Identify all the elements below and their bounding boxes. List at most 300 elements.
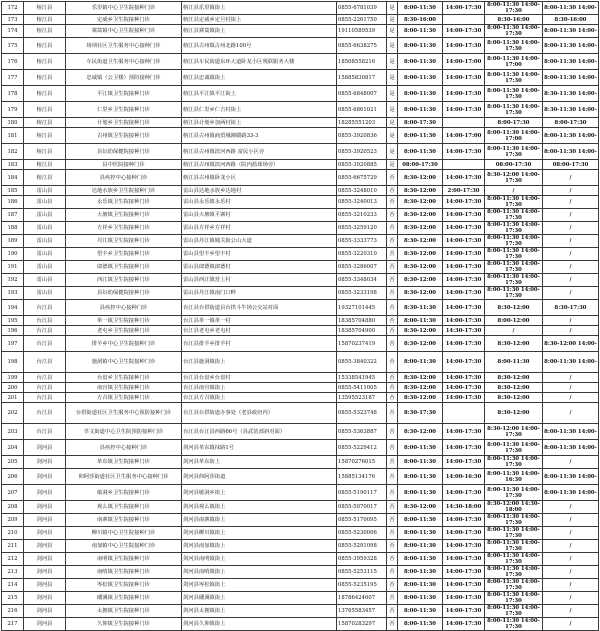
sunday-hours-cell: /: [543, 566, 599, 579]
sunday-hours-cell: /: [543, 261, 599, 274]
site-name-cell: 计划乡卫生院接种门诊: [66, 118, 182, 128]
site-name-cell: 南寨镇卫生院接种门诊: [66, 514, 182, 527]
phone-cell: 0855-3286007: [337, 261, 387, 274]
table-row: [2, 566, 599, 579]
weekday-am-cell: 8:00-11:30: [398, 540, 443, 553]
county-cell: 榕江县: [24, 15, 66, 25]
row-number: 177: [2, 70, 24, 86]
weekday-am-cell: 8:30-12:00: [398, 196, 443, 209]
table-row: [2, 118, 599, 128]
phone-cell: 0855-5170095: [337, 514, 387, 527]
saturday-hours-cell: 08:00-17:30: [485, 160, 543, 170]
table-row: [2, 128, 599, 144]
weekday-am-cell: 8:00-11:30: [398, 144, 443, 160]
sunday-hours-cell: /: [543, 248, 599, 261]
phone-cell: 0855-6638275: [337, 38, 387, 54]
weekend-flag-cell: 是: [387, 2, 398, 15]
phone-cell: 15885830817: [337, 70, 387, 86]
weekend-flag-cell: 否: [387, 170, 398, 186]
county-cell: 雷山县: [24, 287, 66, 300]
site-name-cell: 场坝社区卫生服务中心接种门诊: [66, 38, 182, 54]
saturday-hours-cell: /: [485, 326, 543, 336]
row-number: 197: [2, 336, 24, 352]
site-name-cell: 县妇幼保健院接种门诊: [66, 287, 182, 300]
weekend-flag-cell: 是: [387, 102, 398, 118]
site-name-cell: 台拱街道社区卫生服务中心预防接种门诊: [66, 403, 182, 424]
weekday-pm-cell: 14:00-16:30: [443, 469, 485, 485]
weekday-am-cell: 8:00-11:30: [398, 54, 443, 70]
site-name-cell: 县疾控中心接种门诊: [66, 170, 182, 186]
address-cell: 剑河县敏洞乡街上: [182, 485, 337, 501]
address-cell: 剑河县革东街上: [182, 456, 337, 469]
table-row: [2, 456, 599, 469]
weekday-pm-cell: 14:00-17:30: [443, 605, 485, 618]
address-cell: 榕江县计划乡加两村街上: [182, 118, 337, 128]
county-cell: 榕江县: [24, 86, 66, 102]
weekend-flag-cell: 否: [387, 456, 398, 469]
weekend-flag-cell: 否: [387, 287, 398, 300]
weekend-flag-cell: 否: [387, 393, 398, 403]
county-cell: 台江县: [24, 336, 66, 352]
phone-cell: 0855-3920885: [337, 160, 387, 170]
address-cell: 榕江县古州镇滨河西路 富民小区旁: [182, 144, 337, 160]
sunday-hours-cell: /: [543, 186, 599, 196]
row-number: 211: [2, 540, 24, 553]
saturday-hours-cell: 8:00-11:30 14:00-17:30: [485, 579, 543, 592]
weekday-am-cell: 8:00-11:30: [398, 579, 443, 592]
weekday-am-cell: 8:00-11:30: [398, 352, 443, 373]
address-cell: 剑河县磻溪镇街上: [182, 592, 337, 605]
weekday-am-cell: 8:00-17:30: [398, 118, 443, 128]
table-row: [2, 352, 599, 373]
county-cell: 台江县: [24, 393, 66, 403]
saturday-hours-cell: 8:00-11:30 14:00-17:30: [485, 235, 543, 248]
saturday-hours-cell: 8:00-11:30 14:00-17:30: [485, 553, 543, 566]
table-row: [2, 618, 599, 631]
weekday-pm-cell: 14:00-17:30: [443, 527, 485, 540]
site-name-cell: 望丰乡卫生院接种门诊: [66, 248, 182, 261]
phone-cell: 18285551203: [337, 118, 387, 128]
row-number: 210: [2, 527, 24, 540]
row-number: 205: [2, 456, 24, 469]
weekday-pm-cell: 14:00-17:30: [443, 456, 485, 469]
county-cell: 剑河县: [24, 605, 66, 618]
sunday-hours-cell: /: [543, 527, 599, 540]
saturday-hours-cell: 8:00-11:30 14:00-17:30: [485, 196, 543, 209]
weekend-flag-cell: 否: [387, 186, 398, 196]
sunday-hours-cell: 8:00-11:30 14:00-: [543, 25, 599, 38]
phone-cell: 18786424607: [337, 592, 387, 605]
site-name-cell: 车民街道卫生服务中心接种门诊: [66, 54, 182, 70]
weekend-flag-cell: 是: [387, 70, 398, 86]
weekday-am-cell: 8:30-12:00: [398, 235, 443, 248]
saturday-hours-cell: 8:00-11:30 14:00-17:30: [485, 261, 543, 274]
weekday-pm-cell: 14:00-17:30: [443, 196, 485, 209]
weekday-am-cell: 8:00-11:30: [398, 527, 443, 540]
row-number: 217: [2, 618, 24, 631]
saturday-hours-cell: 8:30-12:00: [485, 336, 543, 352]
table-row: [2, 248, 599, 261]
weekend-flag-cell: 是: [387, 38, 398, 54]
sunday-hours-cell: /: [543, 209, 599, 222]
weekday-pm-cell: [443, 403, 485, 424]
weekday-am-cell: 8:30-12:00: [398, 274, 443, 287]
site-name-cell: 丹江镇卫生院接种门诊: [66, 235, 182, 248]
saturday-hours-cell: 8:30-12:00: [485, 403, 543, 424]
county-cell: 榕江县: [24, 160, 66, 170]
saturday-hours-cell: 8:00-11:30 14:00-17:30: [485, 456, 543, 469]
weekend-flag-cell: 否: [387, 592, 398, 605]
table-row: [2, 527, 599, 540]
sunday-hours-cell: 8:30-17:30: [543, 300, 599, 316]
county-cell: 剑河县: [24, 592, 66, 605]
saturday-hours-cell: 8:30-12:00 14:00-17:30: [485, 170, 543, 186]
site-name-cell: 西江镇卫生院接种门诊: [66, 274, 182, 287]
weekday-pm-cell: 14:00-17:30: [443, 248, 485, 261]
address-cell: 雷山县郎德镇郎德村: [182, 261, 337, 274]
site-name-cell: 柳川镇中心卫生院接种门诊: [66, 527, 182, 540]
row-number: 207: [2, 485, 24, 501]
county-cell: 剑河县: [24, 456, 66, 469]
weekday-am-cell: 8:30-12:00: [398, 336, 443, 352]
sunday-hours-cell: /: [543, 222, 599, 235]
weekday-am-cell: 8:00-11:30: [398, 566, 443, 579]
weekday-am-cell: 8:30-12:00: [398, 248, 443, 261]
table-row: [2, 553, 599, 566]
row-number: 188: [2, 222, 24, 235]
sunday-hours-cell: /: [543, 540, 599, 553]
sunday-hours-cell: /: [543, 196, 599, 209]
address-cell: 榕江县定威乡定旦村街上: [182, 15, 337, 25]
phone-cell: 0855-2261750: [337, 15, 387, 25]
address-cell: 台江县排羊乡排羊村: [182, 336, 337, 352]
phone-cell: 0855-5230006: [337, 527, 387, 540]
address-cell: 榕江县古州镇卧龙小区: [182, 170, 337, 186]
phone-cell: 0855-3920523: [337, 144, 387, 160]
sunday-hours-cell: 8:00-11:30 14:00-: [543, 485, 599, 501]
saturday-hours-cell: 8:00-11:30 14:00-17:30: [485, 592, 543, 605]
weekday-am-cell: 8:00-11:30: [398, 102, 443, 118]
county-cell: 台江县: [24, 316, 66, 326]
sunday-hours-cell: /: [543, 274, 599, 287]
weekday-pm-cell: 14:00-17:30: [443, 393, 485, 403]
county-cell: 雷山县: [24, 186, 66, 196]
sunday-hours-cell: /: [543, 316, 599, 326]
table-row: [2, 144, 599, 160]
row-number: 202: [2, 403, 24, 424]
saturday-hours-cell: 8:00-11:30 14:00-17:30: [485, 527, 543, 540]
sunday-hours-cell: 8:00-11:30 14:00-: [543, 128, 599, 144]
phone-cell: 0855-3233198: [337, 287, 387, 300]
phone-cell: 15870237419: [337, 336, 387, 352]
weekday-pm-cell: 14:00-17:30: [443, 592, 485, 605]
county-cell: 榕江县: [24, 25, 66, 38]
weekday-am-cell: 8:30-12:00: [398, 222, 443, 235]
weekend-flag-cell: 否: [387, 424, 398, 440]
weekday-pm-cell: 14:00-17:30: [443, 2, 485, 15]
saturday-hours-cell: 8:00-11:30 14:00-17:30: [485, 222, 543, 235]
county-cell: 雷山县: [24, 209, 66, 222]
weekday-pm-cell: 14:00-17:30: [443, 485, 485, 501]
table-row: [2, 393, 599, 403]
address-cell: 榕江县古州镇古州北路100号: [182, 38, 337, 54]
weekday-pm-cell: 14:00-17:30: [443, 553, 485, 566]
row-number: 174: [2, 25, 24, 38]
table-row: [2, 336, 599, 352]
weekday-pm-cell: 14:00-17:30: [443, 336, 485, 352]
sunday-hours-cell: /: [543, 235, 599, 248]
weekday-am-cell: 8:00-11:30: [398, 485, 443, 501]
address-cell: 雷山县永乐镇永乐村: [182, 196, 337, 209]
row-number: 203: [2, 424, 24, 440]
weekday-pm-cell: 14:00-17:30: [443, 618, 485, 631]
county-cell: 榕江县: [24, 38, 66, 54]
address-cell: 雷山县望丰乡望丰村: [182, 248, 337, 261]
row-number: 186: [2, 196, 24, 209]
phone-cell: 0855-5235195: [337, 579, 387, 592]
site-name-cell: 仁里乡卫生院接种门诊: [66, 102, 182, 118]
site-rows: [2, 2, 599, 631]
table-row: [2, 300, 599, 316]
site-name-cell: 磻溪镇卫生院接种门诊: [66, 592, 182, 605]
row-number: 200: [2, 383, 24, 393]
address-cell: 榕江县寨蒿镇街上: [182, 25, 337, 38]
weekday-pm-cell: 14:00-17:30: [443, 261, 485, 274]
saturday-hours-cell: 8:30-12:00 14:30-18:00: [485, 501, 543, 514]
row-number: 176: [2, 54, 24, 70]
table-row: [2, 70, 599, 86]
phone-cell: 0855-3240013: [337, 196, 387, 209]
weekend-flag-cell: 否: [387, 274, 398, 287]
weekday-am-cell: 8:00-11:30: [398, 2, 443, 15]
row-number: 212: [2, 553, 24, 566]
weekday-am-cell: 8:30-12:00: [398, 186, 443, 196]
weekday-pm-cell: 14:00-17:30: [443, 287, 485, 300]
table-row: [2, 274, 599, 287]
saturday-hours-cell: 8:00-11:30 14:00-17:30: [485, 287, 543, 300]
weekend-flag-cell: 否: [387, 605, 398, 618]
county-cell: 榕江县: [24, 170, 66, 186]
weekday-am-cell: 8:00-11:30: [398, 440, 443, 456]
saturday-hours-cell: 8:30-12:00: [485, 393, 543, 403]
phone-cell: 0855-3259120: [337, 222, 387, 235]
weekend-flag-cell: 否: [387, 235, 398, 248]
site-name-cell: 永乐镇卫生院接种门诊: [66, 196, 182, 209]
weekday-pm-cell: 14:00-17:30: [443, 102, 485, 118]
county-cell: 台江县: [24, 326, 66, 336]
row-number: 208: [2, 501, 24, 514]
weekend-flag-cell: 否: [387, 579, 398, 592]
weekend-flag-cell: 否: [387, 501, 398, 514]
weekend-flag-cell: 否: [387, 514, 398, 527]
county-cell: 剑河县: [24, 514, 66, 527]
site-name-cell: 平江镇卫生院接种门诊: [66, 86, 182, 102]
weekday-pm-cell: 14:00-17:30: [443, 300, 485, 316]
site-name-cell: 仰阿莎街道社区卫生服务中心接种门诊: [66, 469, 182, 485]
address-cell: 雷山县达地水族乡达地村: [182, 186, 337, 196]
table-row: [2, 469, 599, 485]
table-row: [2, 170, 599, 186]
weekday-am-cell: 8:30-12:00: [398, 326, 443, 336]
address-cell: 剑河县久仰镇街上: [182, 618, 337, 631]
site-name-cell: 岑松镇卫生院接种门诊: [66, 579, 182, 592]
weekend-flag-cell: 否: [387, 248, 398, 261]
weekday-pm-cell: 14:00-17:30: [443, 316, 485, 326]
weekday-am-cell: 8:00-11:30: [398, 618, 443, 631]
row-number: 190: [2, 248, 24, 261]
weekday-am-cell: 8:30-12:00: [398, 393, 443, 403]
county-cell: 榕江县: [24, 2, 66, 15]
table-row: [2, 579, 599, 592]
weekend-flag-cell: 否: [387, 300, 398, 316]
sunday-hours-cell: 8:00-11:30 14:00-: [543, 352, 599, 373]
saturday-hours-cell: 8:00-11:30 14:00-16:30: [485, 469, 543, 485]
weekend-flag-cell: 否: [387, 383, 398, 393]
county-cell: 榕江县: [24, 54, 66, 70]
table-row: [2, 424, 599, 440]
saturday-hours-cell: 8:00-11:30 14:00-17:30: [485, 540, 543, 553]
weekday-pm-cell: 14:00-17:30: [443, 144, 485, 160]
phone-cell: 19110589539: [337, 25, 387, 38]
weekend-flag-cell: 是: [387, 86, 398, 102]
saturday-hours-cell: 8:00-17:30: [485, 118, 543, 128]
sunday-hours-cell: 8:00-11:30 14:00-: [543, 38, 599, 54]
weekday-am-cell: 8:00-11:30: [398, 128, 443, 144]
county-cell: 剑河县: [24, 553, 66, 566]
sunday-hours-cell: 8:30-11:30 14:00-: [543, 86, 599, 102]
weekday-pm-cell: 14:00-17:30: [443, 235, 485, 248]
row-number: 179: [2, 102, 24, 118]
table-row: [2, 38, 599, 54]
site-name-cell: 县中医院接种门诊: [66, 160, 182, 170]
weekend-flag-cell: 否: [387, 326, 398, 336]
county-cell: 台江县: [24, 352, 66, 373]
table-row: [2, 86, 599, 102]
weekday-pm-cell: 14:00-17:30: [443, 514, 485, 527]
weekend-flag-cell: 否: [387, 469, 398, 485]
phone-cell: 15338541945: [337, 373, 387, 383]
table-row: [2, 316, 599, 326]
weekday-am-cell: 8:30-12:00: [398, 424, 443, 440]
weekday-am-cell: 8:00-11:30: [398, 553, 443, 566]
county-cell: 台江县: [24, 403, 66, 424]
table-row: [2, 540, 599, 553]
weekday-am-cell: 8:30-12:00: [398, 170, 443, 186]
weekday-am-cell: 8:00-11:30: [398, 25, 443, 38]
row-number: 187: [2, 209, 24, 222]
phone-cell: 18385704900: [337, 326, 387, 336]
weekday-pm-cell: 14:00-17:30: [443, 440, 485, 456]
address-cell: 榕江县乐里镇街上: [182, 2, 337, 15]
sunday-hours-cell: /: [543, 403, 599, 424]
table-row: [2, 54, 599, 70]
county-cell: 剑河县: [24, 485, 66, 501]
row-number: 175: [2, 38, 24, 54]
weekday-am-cell: 8:00-11:30: [398, 456, 443, 469]
county-cell: 雷山县: [24, 235, 66, 248]
sunday-hours-cell: /: [543, 287, 599, 300]
weekday-am-cell: 8:30-12:00: [398, 383, 443, 393]
county-cell: 剑河县: [24, 440, 66, 456]
county-cell: 剑河县: [24, 527, 66, 540]
saturday-hours-cell: 8:00-11:30 14:00-17:30: [485, 274, 543, 287]
table-row: [2, 186, 599, 196]
weekday-pm-cell: 14:00-17:30: [443, 274, 485, 287]
site-name-cell: 古州镇卫生院接种门诊: [66, 128, 182, 144]
site-name-cell: 台盘乡卫生院接种门诊: [66, 373, 182, 383]
table-row: [2, 440, 599, 456]
address-cell: 榕江县忠诚镇街上: [182, 70, 337, 86]
address-cell: 榕江县平江镇平江街上: [182, 86, 337, 102]
sunday-hours-cell: 8:00-11:30 14:00-: [543, 424, 599, 440]
weekday-pm-cell: 14:00-17:30: [443, 170, 485, 186]
weekday-pm-cell: [443, 160, 485, 170]
saturday-hours-cell: 8:00-11:30 14:00-17:30: [485, 70, 543, 86]
saturday-hours-cell: 8:00-11:30 14:00-17:30: [485, 618, 543, 631]
phone-cell: 0855-5291098: [337, 540, 387, 553]
site-name-cell: 敏洞乡卫生院接种门诊: [66, 485, 182, 501]
site-name-cell: 大塘镇卫生院接种门诊: [66, 209, 182, 222]
row-number: 181: [2, 128, 24, 144]
county-cell: 台江县: [24, 424, 66, 440]
phone-cell: 18508558216: [337, 54, 387, 70]
site-name-cell: 南加镇中心卫生院接种门诊: [66, 540, 182, 553]
address-cell: 剑河县仰阿莎街道: [182, 469, 337, 485]
site-name-cell: 老屯乡卫生院接种门诊: [66, 326, 182, 336]
row-number: 193: [2, 287, 24, 300]
county-cell: 雷山县: [24, 248, 66, 261]
address-cell: 台江县台盘乡台盘村: [182, 373, 337, 383]
phone-cell: 15870276015: [337, 456, 387, 469]
weekend-flag-cell: 是: [387, 54, 398, 70]
weekday-pm-cell: 14:00-17:30: [443, 383, 485, 393]
row-number: 185: [2, 186, 24, 196]
table-row: [2, 383, 599, 393]
county-cell: 榕江县: [24, 128, 66, 144]
phone-cell: 0855-5323748: [337, 403, 387, 424]
site-name-cell: 南宫镇卫生院接种门诊: [66, 383, 182, 393]
county-cell: 雷山县: [24, 261, 66, 274]
site-name-cell: 忠诚镇（公卫楼）预防接种门诊: [66, 70, 182, 86]
row-number: 195: [2, 316, 24, 326]
county-cell: 台江县: [24, 373, 66, 383]
phone-cell: 18385704880: [337, 316, 387, 326]
table-row: [2, 15, 599, 25]
table-row: [2, 287, 599, 300]
county-cell: 榕江县: [24, 70, 66, 86]
sunday-hours-cell: /: [543, 170, 599, 186]
weekend-flag-cell: 是: [387, 160, 398, 170]
weekday-pm-cell: 14:00-17:30: [443, 424, 485, 440]
phone-cell: 0855-3210233: [337, 209, 387, 222]
site-name-cell: 县疾控中心接种门诊: [66, 440, 182, 456]
saturday-hours-cell: 8:00-11:30 14:00-17:30: [485, 514, 543, 527]
site-table: [1, 1, 599, 631]
weekend-flag-cell: 否: [387, 222, 398, 235]
saturday-hours-cell: 8:00-11:30 14:00-17:30: [485, 485, 543, 501]
site-name-cell: 县疾控中心接种门诊: [66, 300, 182, 316]
row-number: 209: [2, 514, 24, 527]
table-row: [2, 326, 599, 336]
row-number: 204: [2, 440, 24, 456]
weekday-pm-cell: 14:00-17:30: [443, 540, 485, 553]
weekday-am-cell: 08:00-17:30: [398, 160, 443, 170]
row-number: 216: [2, 605, 24, 618]
table-row: [2, 373, 599, 383]
county-cell: 剑河县: [24, 540, 66, 553]
weekend-flag-cell: 否: [387, 618, 398, 631]
weekend-flag-cell: 否: [387, 196, 398, 209]
